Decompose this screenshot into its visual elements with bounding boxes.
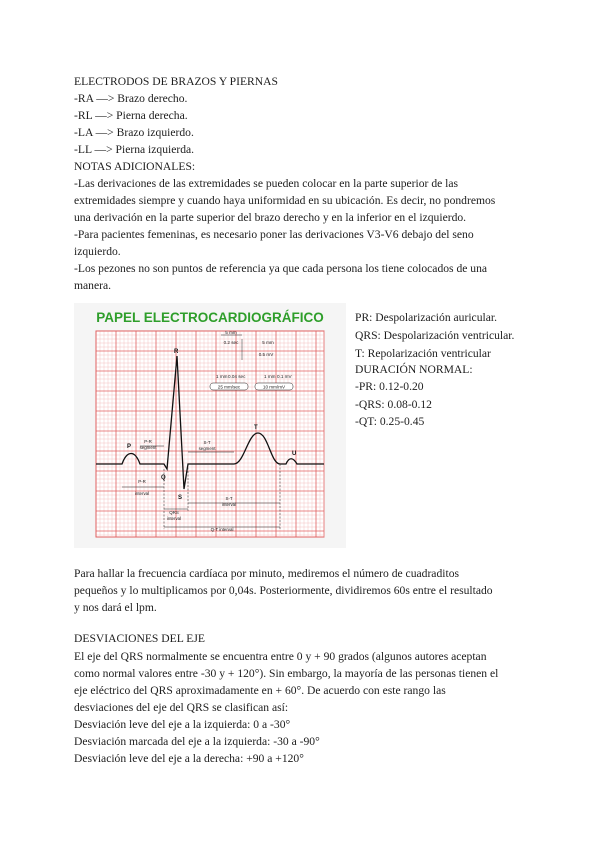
section-heading-desviaciones: DESVIACIONES DEL EJE [74, 632, 205, 645]
figure-title: PAPEL ELECTROCARDIOGRÁFICO [96, 310, 324, 325]
wave-label-r: R [174, 349, 179, 355]
pr-segment-label: P-R [144, 439, 152, 444]
st-interval-label-2: interval [221, 502, 237, 507]
label-5mm-2: 5 mm [262, 340, 274, 345]
text-line: -Para pacientes femeninas, es necesario poner las derivaciones V3-V6 debajo del seno [74, 228, 474, 241]
label-speed: 25 mm/sec [217, 384, 241, 390]
wave-label-s: S [178, 495, 183, 501]
wave-label-q: Q [161, 475, 166, 481]
side-text-line: T: Repolarización ventricular [355, 347, 491, 360]
text-line: El eje del QRS normalmente se encuentra entre 0 y + 90 grados (algunos autores aceptan [74, 650, 487, 663]
section-heading-electrodos: ELECTRODOS DE BRAZOS Y PIERNAS [74, 75, 278, 88]
label-1mm: 1 mm [216, 374, 228, 379]
text-line: eje eléctrico del QRS aproximadamente en + 60°. De acuerdo con este rango las [74, 684, 446, 697]
text-line: manera. [74, 279, 112, 292]
text-line: Desviación leve del eje a la izquierda: 0 a -30° [74, 718, 291, 731]
wave-label-p: P [127, 444, 132, 450]
label-1mm-2: 1 mm [264, 374, 276, 379]
text-line: -LL —> Pierna izquierda. [74, 143, 195, 156]
text-line: -Los pezones no son puntos de referencia ya que cada persona los tiene colocados de una [74, 262, 488, 275]
label-0-04sec: 0.04 sec [228, 374, 246, 379]
text-line: extremidades siempre y cuando haya uniformidad en su ubicación. Es decir, no pondremos [74, 194, 496, 207]
text-line: izquierdo. [74, 245, 121, 258]
side-text-line: PR: Despolarización auricular. [355, 311, 497, 324]
st-segment-label-2: segment [198, 446, 216, 451]
qrs-interval-label-2: interval [166, 516, 182, 521]
text-line: como normal valores entre -30 y + 120°). Sin embargo, la mayoría de las personas tienen el [74, 667, 499, 680]
qt-interval-label: Q-T interval [210, 527, 234, 532]
label-gain: 10 mm/mV [262, 384, 286, 390]
side-text-line: -PR: 0.12-0.20 [355, 380, 424, 393]
text-line: una derivación en la parte superior del brazo derecho y en la inferior en el izquierdo. [74, 211, 467, 224]
text-line: -LA —> Brazo izquierdo. [74, 126, 194, 139]
text-line: Desviación leve del eje a la derecha: +90 a +120° [74, 752, 304, 765]
wave-label-t: T [254, 425, 258, 431]
side-text-line: QRS: Despolarización ventricular. [355, 329, 515, 342]
st-segment-label: S-T [203, 440, 211, 445]
text-line: Para hallar la frecuencia cardíaca por minuto, mediremos el número de cuadraditos [74, 567, 459, 580]
side-text-line: -QRS: 0.08-0.12 [355, 398, 432, 411]
ecg-paper-figure [74, 303, 346, 548]
st-interval-label: S-T [225, 496, 233, 501]
text-line: Desviación marcada del eje a la izquierda: -30 a -90° [74, 735, 320, 748]
section-heading-notas: NOTAS ADICIONALES: [74, 160, 196, 173]
label-0-1mv: 0.1 mV [277, 374, 292, 379]
wave-label-u: U [292, 451, 297, 457]
text-line: desviaciones del eje del QRS se clasifican así: [74, 701, 289, 714]
pr-interval-label: P-R [138, 479, 146, 484]
pr-interval-label-2: interval [134, 491, 150, 496]
side-text-line: -QT: 0.25-0.45 [355, 415, 425, 428]
ecg-diagram [74, 303, 346, 548]
text-line: -RA —> Brazo derecho. [74, 92, 188, 105]
text-line: pequeños y lo multiplicamos por 0,04s. Posteriormente, dividiremos 60s entre el resultado [74, 584, 493, 597]
ecg-grid [96, 331, 324, 537]
text-line: y nos dará el lpm. [74, 601, 157, 614]
text-line: -RL —> Pierna derecha. [74, 109, 188, 122]
label-0-5mv: 0.5 mV [258, 352, 274, 357]
side-heading-duracion: DURACIÓN NORMAL: [355, 363, 473, 376]
qrs-interval-label: QRS [169, 510, 179, 515]
label-5mm: 5 mm [225, 330, 237, 335]
text-line: -Las derivaciones de las extremidades se pueden colocar en la parte superior de las [74, 177, 459, 190]
pr-segment-label-2: segment [139, 445, 157, 450]
label-0-2sec: 0.2 sec [223, 340, 239, 345]
